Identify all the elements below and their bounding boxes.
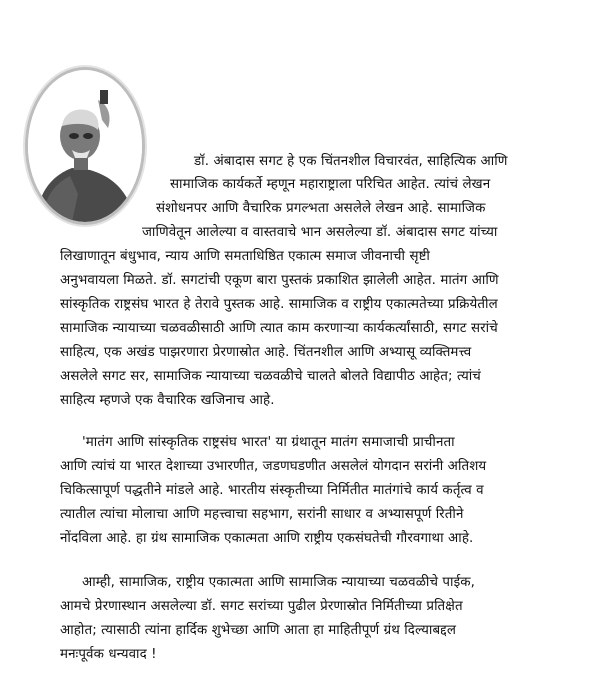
text-line: चिकित्सापूर्ण पद्धतीने मांडले आहे. भारतीय संस्कृतीच्या निर्मितीत मातंगांचे कार्य कर्तृत्व व bbox=[60, 483, 484, 498]
text-line: आम्ही, सामाजिक, राष्ट्रीय एकात्मता आणि सामाजिक न्यायाच्या चळवळीचे पाईक, bbox=[82, 575, 476, 590]
text-line: आहोत; त्यासाठी त्यांना हार्दिक शुभेच्छा आणि आता हा माहितीपूर्ण ग्रंथ दिल्याबद्दल bbox=[60, 623, 457, 638]
text-line: सामाजिक न्यायाच्या चळवळीसाठी आणि त्यात काम करणाऱ्या कार्यकर्त्यांसाठी, सगट सरांचे bbox=[60, 321, 498, 336]
text-line: डॉ. अंबादास सगट हे एक चिंतनशील विचारवंत, साहित्यिक आणि bbox=[194, 154, 508, 169]
text-line: अनुभवायला मिळते. डॉ. सगटांची एकूण बारा पुस्तकं प्रकाशित झालेली आहेत. मातंग आणि bbox=[60, 273, 499, 288]
text-line: त्यातील त्यांचा मोलाचा आणि महत्त्वाचा सहभाग, सरांनी साधार व अभ्यासपूर्ण रितीने bbox=[60, 507, 464, 522]
text-line: असलेले सगट सर, सामाजिक न्यायाच्या चळवळीचे चालते बोलते विद्यापीठ आहेत; त्यांचं bbox=[60, 369, 481, 384]
text-line: आणि त्यांचं या भारत देशाच्या उभारणीत, जडणघडणीत असलेलं योगदान सरांनी अतिशय bbox=[60, 459, 487, 474]
text-line: नोंदविला आहे. हा ग्रंथ सामाजिक एकात्मता आणि राष्ट्रीय एकसंघतेची गौरवगाथा आहे. bbox=[60, 531, 474, 546]
text-line: साहित्य, एक अखंड पाझरणारा प्रेरणास्रोत आहे. चिंतनशील आणि अभ्यासू व्यक्तिमत्त्व bbox=[60, 345, 472, 360]
text-line: आमचे प्रेरणास्थान असलेल्या डॉ. सगट सरांच्या पुढील प्रेरणास्रोत निर्मितीच्या प्रतिक्षेत bbox=[60, 599, 463, 614]
text-line: लिखाणातून बंधुभाव, न्याय आणि समताधिष्ठित एकात्म समाज जीवनाची सृष्टी bbox=[60, 249, 430, 264]
text-line: साहित्य म्हणजे एक वैचारिक खजिनाच आहे. bbox=[60, 393, 275, 408]
text-line: सांस्कृतिक राष्ट्रसंघ भारत हे तेरावे पुस्तक आहे. सामाजिक व राष्ट्रीय एकात्मतेच्या प्रक्रियेतील bbox=[60, 297, 498, 312]
text-line: सामाजिक कार्यकर्ते म्हणून महाराष्ट्राला परिचित आहेत. त्यांचं लेखन bbox=[170, 177, 491, 192]
text-line: जाणिवेतून आलेल्या व वास्तवाचे भान असलेल्या डॉ. अंबादास सगट यांच्या bbox=[142, 225, 498, 240]
text-line: 'मातंग आणि सांस्कृतिक राष्ट्रसंघ भारत' या ग्रंथातून मातंग समाजाची प्राचीनता bbox=[82, 435, 455, 450]
text-line: संशोधनपर आणि वैचारिक प्रगल्भता असलेले लेखन आहे. सामाजिक bbox=[156, 201, 486, 216]
document-body bbox=[20, 0, 588, 694]
text-line: मनःपूर्वक धन्यवाद ! bbox=[60, 647, 157, 662]
